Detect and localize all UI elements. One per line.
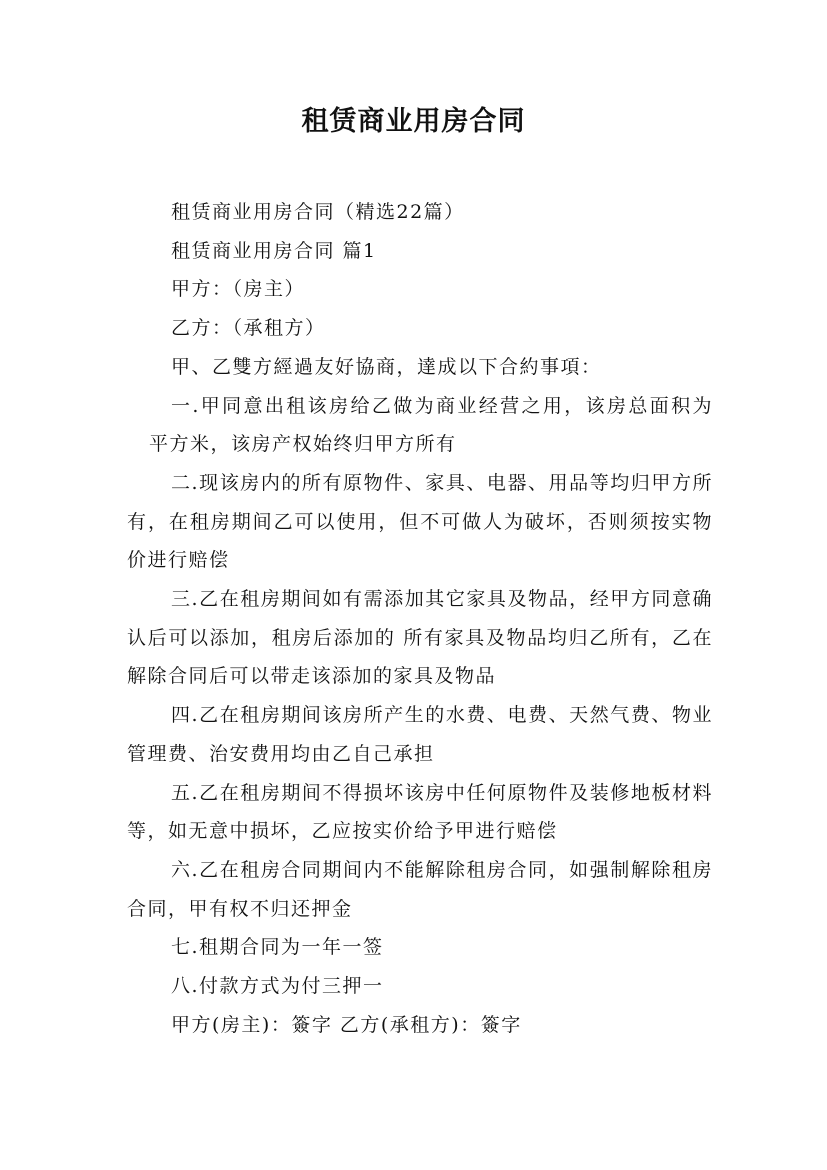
paragraph-agreement-intro: 甲、乙雙方經過友好協商，達成以下合約事項： — [171, 355, 602, 378]
paragraph-clause-8: 八.付款方式为付三押一 — [171, 975, 384, 998]
paragraph-clause-6: 六.乙在租房合同期间内不能解除租房合同，如强制解除租房合同，甲有权不归还押金 — [127, 858, 713, 920]
paragraph-section-heading: 租赁商业用房合同 篇1 — [171, 239, 377, 262]
document-body — [127, 193, 713, 1044]
paragraph-clause-5: 五.乙在租房期间不得损坏该房中任何原物件及装修地板材料等，如无意中损坏，乙应按实价给予甲进行赔偿 — [127, 781, 713, 843]
clause-1-text-a: 一.甲同意出租该房给乙做为商业经营之用，该房总面积为 — [171, 394, 713, 417]
paragraph-clause-3: 三.乙在租房期间如有需添加其它家具及物品，经甲方同意确认后可以添加，租房后添加的 所有家具及物品均归乙所有，乙在解除合同后可以带走该添加的家具及物品 — [127, 588, 713, 688]
paragraph-subtitle: 租赁商业用房合同（精选22篇） — [171, 201, 465, 223]
paragraph-clause-1 — [127, 387, 713, 464]
paragraph-clause-7: 七.租期合同为一年一签 — [171, 936, 384, 959]
paragraph-party-b: 乙方：（承租方） — [171, 317, 326, 340]
paragraph-clause-4: 四.乙在租房期间该房所产生的水费、电费、天然气费、物业管理费、治安费用均由乙自己承担 — [127, 704, 713, 765]
document-title: 租赁商业用房合同 — [301, 106, 526, 137]
paragraph-party-a: 甲方：（房主） — [171, 278, 306, 301]
paragraph-clause-2: 二.现该房内的所有原物件、家具、电器、用品等均归甲方所有，在租房期间乙可以使用，但不可做人为破坏，否则须按实物价进行赔偿 — [127, 471, 713, 572]
paragraph-signatures: 甲方(房主)：簽字 乙方(承租方)：簽字 — [171, 1013, 522, 1036]
clause-1-text-b: 平方米，该房产权始终归甲方所有 — [149, 433, 457, 456]
